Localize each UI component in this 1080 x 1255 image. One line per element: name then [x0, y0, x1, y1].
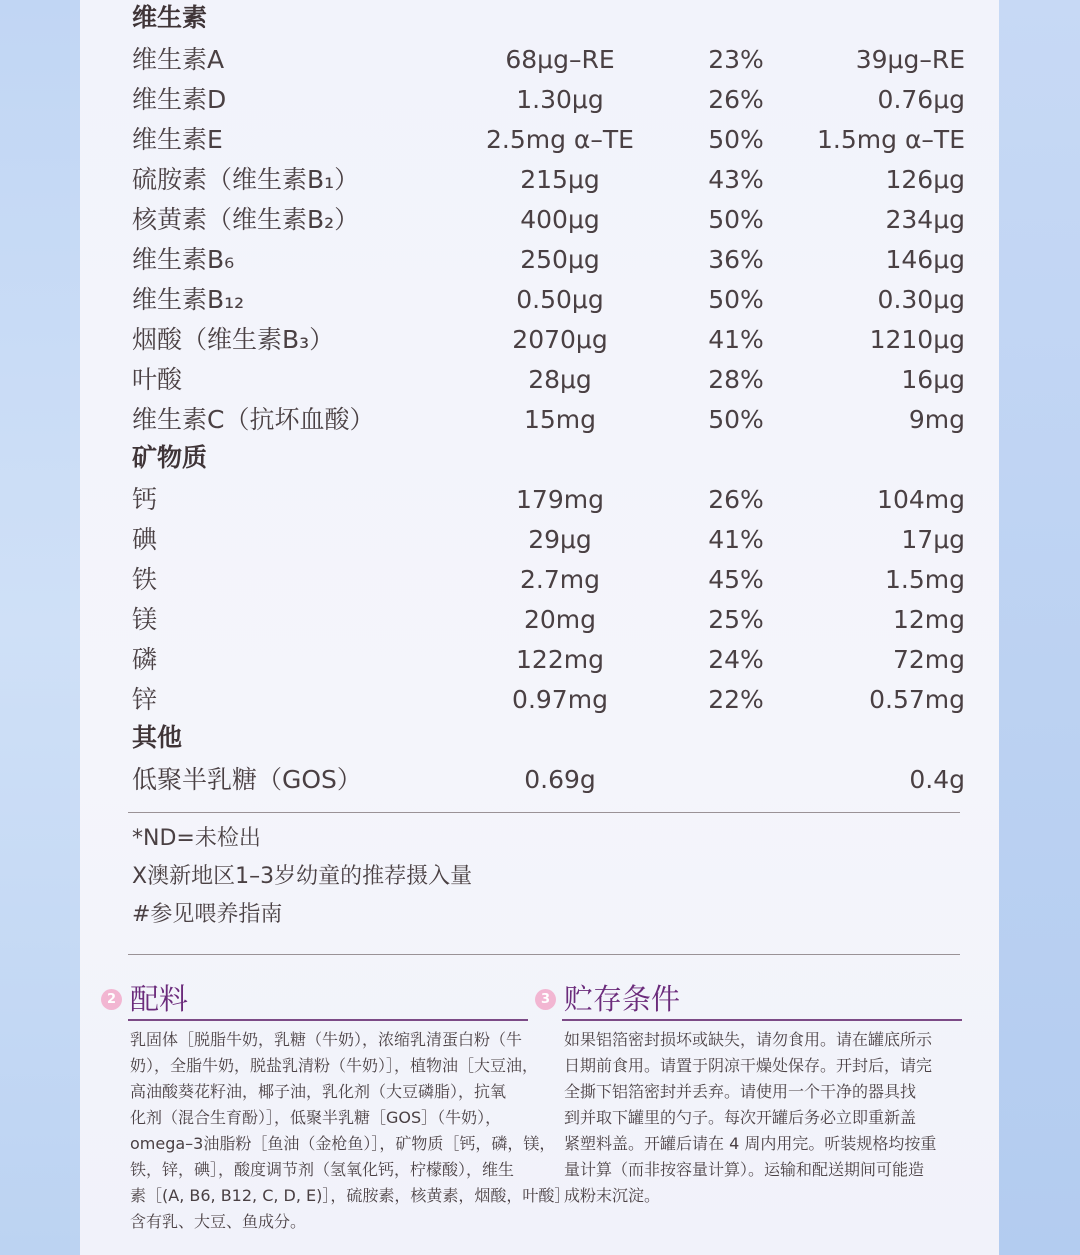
percent-value: 50% — [708, 125, 764, 154]
per-100g-value: 0.97mg — [512, 685, 608, 714]
nutrient-name: 镁 — [132, 605, 158, 634]
note-feeding-guide: #参见喂养指南 — [132, 902, 283, 927]
table-row — [0, 480, 1080, 520]
storage-line: 到并取下罐里的勺子。每次开罐后务必立即重新盖 — [564, 1108, 917, 1127]
notes-divider — [128, 954, 960, 955]
ingredients-line: 素［(A, B6, B12, C, D, E)］，硫胺素，核黄素，烟酸，叶酸］ — [130, 1186, 571, 1205]
table-row — [0, 200, 1080, 240]
ingredients-line: 铁，锌，碘］，酸度调节剂（氢氧化钙，柠檬酸），维生 — [130, 1160, 515, 1179]
percent-value: 25% — [708, 605, 764, 634]
ingredients-underline — [128, 1019, 528, 1021]
percent-value: 50% — [708, 205, 764, 234]
ingredients-text — [130, 1027, 571, 1235]
percent-value: 36% — [708, 245, 764, 274]
percent-value: 26% — [708, 485, 764, 514]
table-row — [0, 320, 1080, 360]
per-100g-value: 215μg — [520, 165, 600, 194]
table-row — [0, 640, 1080, 680]
per-serving-value: 126μg — [885, 165, 965, 194]
table-row — [0, 80, 1080, 120]
per-100g-value: 28μg — [528, 365, 592, 394]
section-minerals: 矿物质 — [132, 443, 208, 472]
nutrient-name: 维生素C（抗坏血酸） — [132, 405, 375, 434]
table-row — [0, 360, 1080, 400]
per-serving-value: 0.4g — [909, 765, 965, 794]
per-serving-value: 16μg — [901, 365, 965, 394]
table-row — [0, 240, 1080, 280]
table-row — [0, 400, 1080, 440]
per-serving-value: 17μg — [901, 525, 965, 554]
per-serving-value: 234μg — [885, 205, 965, 234]
table-row — [0, 280, 1080, 320]
ingredients-badge: 2 — [101, 989, 122, 1010]
percent-value: 22% — [708, 685, 764, 714]
percent-value: 41% — [708, 525, 764, 554]
percent-value: 41% — [708, 325, 764, 354]
percent-value: 50% — [708, 285, 764, 314]
nutrient-name: 硫胺素（维生素B₁） — [132, 165, 360, 194]
section-vitamins: 维生素 — [132, 3, 208, 32]
table-row — [0, 600, 1080, 640]
nutrient-name: 维生素E — [132, 125, 223, 154]
ingredients-line: omega–3油脂粉［鱼油（金枪鱼）］，矿物质［钙，磷，镁， — [130, 1134, 556, 1153]
ingredients-line: 高油酸葵花籽油，椰子油，乳化剂（大豆磷脂），抗氧 — [130, 1082, 507, 1101]
nutrient-name: 钙 — [132, 485, 158, 514]
storage-line: 如果铝箔密封损坏或缺失，请勿食用。请在罐底所示 — [564, 1030, 933, 1049]
per-serving-value: 146μg — [885, 245, 965, 274]
per-100g-value: 68μg–RE — [505, 45, 615, 74]
per-100g-value: 1.30μg — [516, 85, 604, 114]
per-100g-value: 122mg — [516, 645, 604, 674]
percent-value: 45% — [708, 565, 764, 594]
per-serving-value: 1210μg — [869, 325, 965, 354]
storage-line: 全撕下铝箔密封并丢弃。请使用一个干净的器具找 — [564, 1082, 917, 1101]
per-serving-value: 0.30μg — [877, 285, 965, 314]
per-serving-value: 39μg–RE — [855, 45, 965, 74]
per-100g-value: 0.50μg — [516, 285, 604, 314]
nutrient-name: 维生素D — [132, 85, 227, 114]
nutrient-name: 维生素B₆ — [132, 245, 235, 274]
nutrient-name: 维生素A — [132, 45, 225, 74]
section-others: 其他 — [132, 723, 183, 752]
nutrient-name: 烟酸（维生素B₃） — [132, 325, 335, 354]
table-row — [0, 160, 1080, 200]
nutrient-name: 铁 — [132, 565, 158, 594]
nutrient-name: 锌 — [132, 685, 158, 714]
table-row — [0, 120, 1080, 160]
table-row — [0, 760, 1080, 800]
table-row — [0, 40, 1080, 80]
per-100g-value: 400μg — [520, 205, 600, 234]
nutrient-name: 核黄素（维生素B₂） — [132, 205, 360, 234]
per-serving-value: 1.5mg α–TE — [817, 125, 965, 154]
nutrient-name: 碘 — [132, 525, 158, 554]
table-divider — [128, 812, 960, 813]
per-100g-value: 250μg — [520, 245, 600, 274]
percent-value: 50% — [708, 405, 764, 434]
per-serving-value: 72mg — [892, 645, 965, 674]
percent-value: 24% — [708, 645, 764, 674]
nutrient-name: 维生素B₁₂ — [132, 285, 245, 314]
per-serving-value: 1.5mg — [885, 565, 965, 594]
per-100g-value: 2.5mg α–TE — [486, 125, 634, 154]
per-100g-value: 2070μg — [512, 325, 608, 354]
storage-text — [564, 1027, 974, 1209]
nutrient-name: 低聚半乳糖（GOS） — [132, 765, 362, 794]
per-serving-value: 0.76μg — [877, 85, 965, 114]
per-serving-value: 0.57mg — [869, 685, 965, 714]
percent-value: 26% — [708, 85, 764, 114]
storage-line: 量计算（而非按容量计算）。运输和配送期间可能造 — [564, 1160, 925, 1179]
per-serving-value: 12mg — [892, 605, 965, 634]
per-100g-value: 15mg — [523, 405, 597, 434]
storage-badge: 3 — [535, 989, 556, 1010]
storage-line: 日期前食用。请置于阴凉干燥处保存。开封后，请完 — [564, 1056, 933, 1075]
table-row — [0, 520, 1080, 560]
percent-value: 23% — [708, 45, 764, 74]
storage-line: 紧塑料盖。开罐后请在 4 周内用完。听装规格均按重 — [564, 1134, 937, 1153]
note-nd: *ND=未检出 — [132, 826, 261, 851]
ingredients-line: 乳固体［脱脂牛奶，乳糖（牛奶），浓缩乳清蛋白粉（牛 — [130, 1030, 523, 1049]
ingredients-line: 含有乳、大豆、鱼成分。 — [130, 1212, 307, 1231]
per-serving-value: 9mg — [908, 405, 965, 434]
note-reference-intake: X澳新地区1–3岁幼童的推荐摄入量 — [132, 864, 473, 889]
table-row — [0, 680, 1080, 720]
ingredients-line: 奶），全脂牛奶，脱盐乳清粉（牛奶）］，植物油［大豆油， — [130, 1056, 539, 1075]
per-100g-value: 0.69g — [524, 765, 596, 794]
per-100g-value: 29μg — [528, 525, 592, 554]
table-row — [0, 560, 1080, 600]
nutrient-name: 磷 — [132, 645, 158, 674]
per-100g-value: 2.7mg — [520, 565, 600, 594]
storage-title: 贮存条件 — [564, 982, 681, 1016]
ingredients-title: 配料 — [130, 982, 189, 1016]
per-serving-value: 104mg — [877, 485, 965, 514]
per-100g-value: 20mg — [523, 605, 597, 634]
storage-line: 成粉末沉淀。 — [564, 1186, 661, 1205]
nutrient-name: 叶酸 — [132, 365, 183, 394]
per-100g-value: 179mg — [516, 485, 604, 514]
percent-value: 28% — [708, 365, 764, 394]
percent-value: 43% — [708, 165, 764, 194]
ingredients-line: 化剂（混合生育酚）］，低聚半乳糖［GOS］（牛奶）， — [130, 1108, 502, 1127]
storage-underline — [562, 1019, 962, 1021]
